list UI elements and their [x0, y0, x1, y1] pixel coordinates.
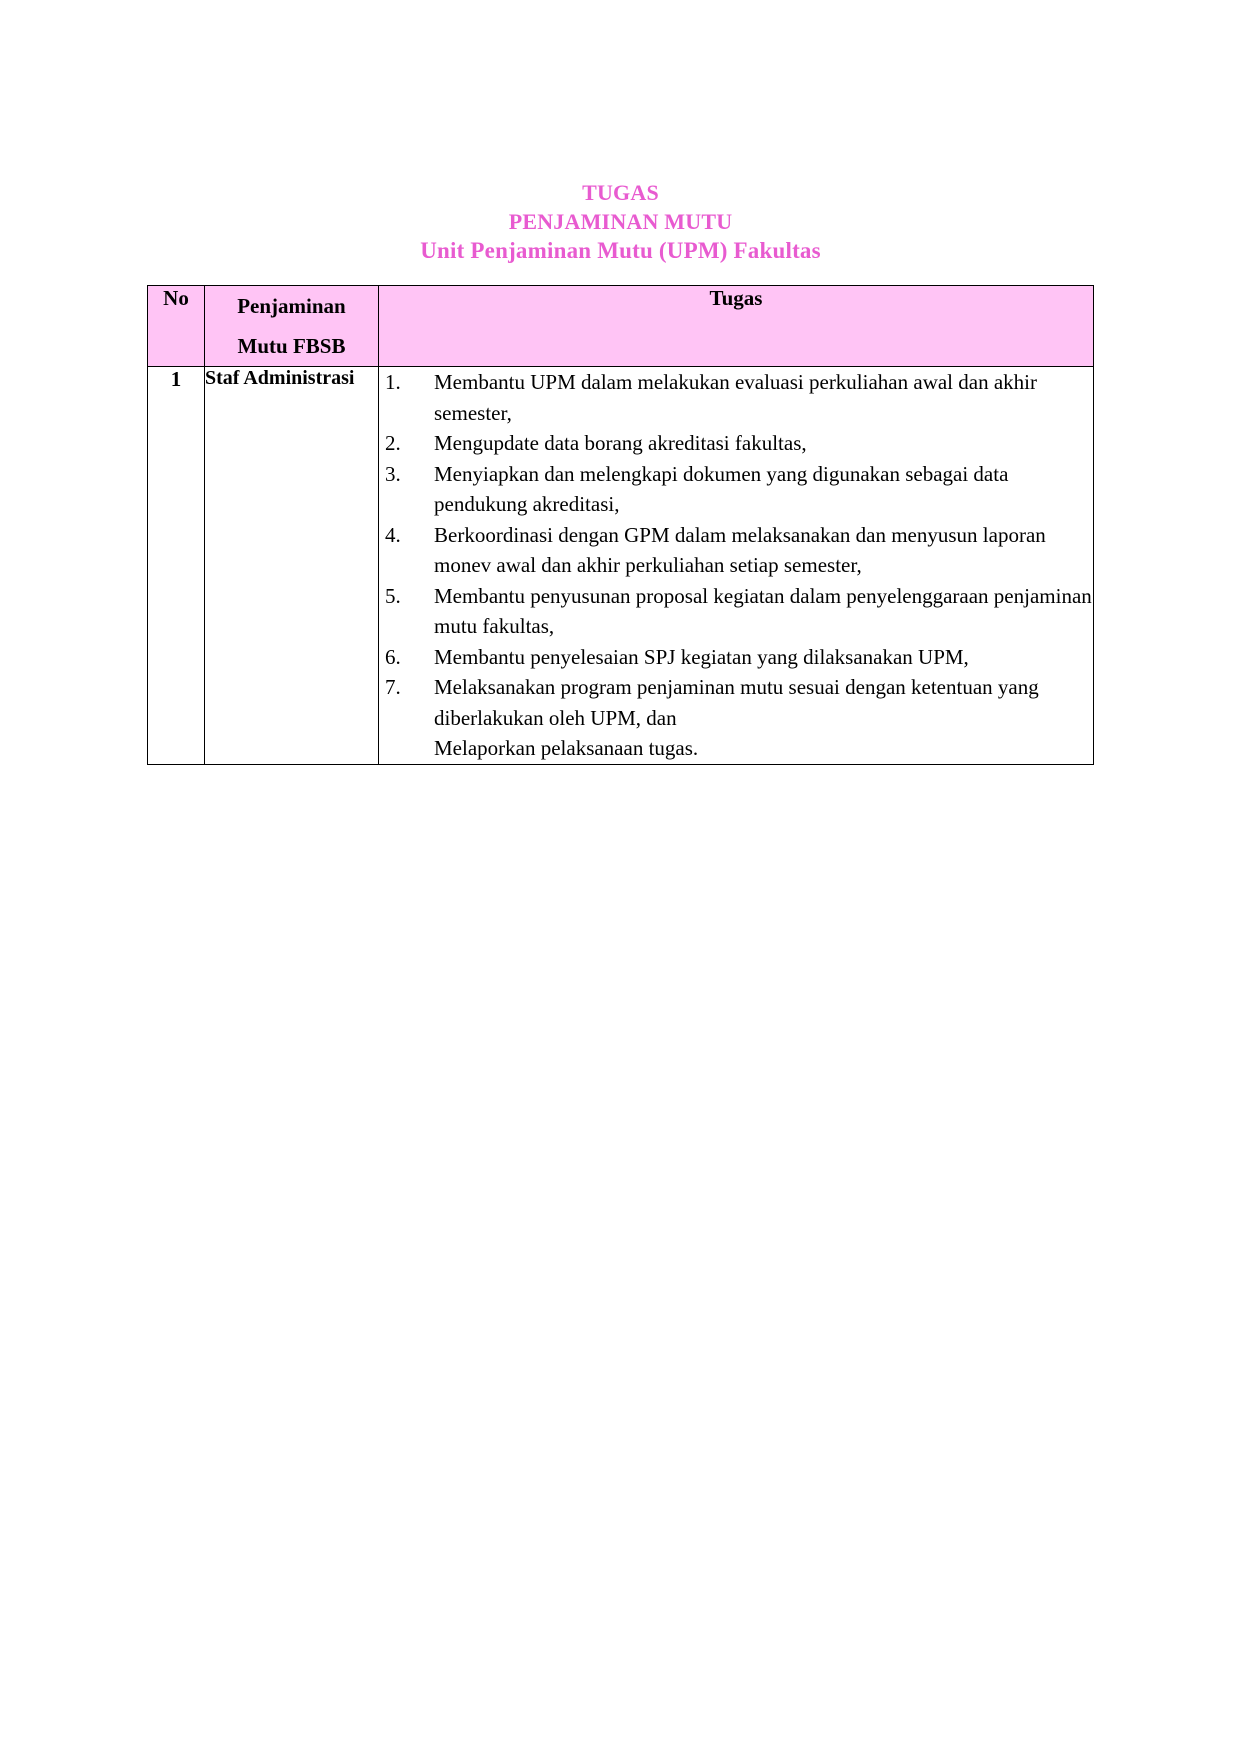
column-header-no: No	[148, 286, 205, 367]
list-item-number: 7.	[385, 675, 401, 699]
table-header-row	[148, 286, 1094, 367]
tugas-table	[147, 285, 1094, 765]
list-item-text: Membantu penyelesaian SPJ kegiatan yang dilaksanakan UPM,	[434, 644, 969, 669]
table-header	[148, 286, 1094, 367]
list-item	[379, 428, 1093, 459]
title-line-1: TUGAS	[582, 180, 659, 205]
table-row	[148, 367, 1094, 765]
list-item	[379, 367, 1093, 428]
column-header-tugas: Tugas	[379, 286, 1094, 367]
list-item-number: 1.	[385, 370, 401, 394]
list-item-text: Membantu penyusunan proposal kegiatan dalam penyelenggaraan penjaminan mutu fakultas,	[434, 583, 1092, 638]
document-title-block	[0, 178, 1241, 265]
list-item-number: 5.	[385, 583, 401, 608]
cell-no: 1	[148, 367, 205, 765]
list-item	[379, 642, 1093, 673]
list-item-text: Membantu UPM dalam melakukan evaluasi perkuliahan awal dan akhir semester,	[434, 370, 1037, 425]
table-body	[148, 367, 1094, 765]
list-item-number: 6.	[385, 644, 401, 669]
cell-tugas	[379, 367, 1094, 765]
list-item-number: 4.	[385, 522, 401, 547]
list-item-text: Mengupdate data borang akreditasi fakultas,	[434, 431, 807, 455]
column-header-unit-line1: Penjaminan	[237, 294, 346, 318]
list-item	[379, 459, 1093, 520]
list-item-text: Berkoordinasi dengan GPM dalam melaksanakan dan menyusun laporan monev awal dan akhir perkuliahan setiap semester,	[434, 522, 1046, 577]
cell-unit: Staf Administrasi	[205, 367, 379, 765]
list-item	[379, 672, 1093, 733]
title-line-3: Unit Penjaminan Mutu (UPM) Fakultas	[420, 238, 821, 263]
title-line-2: PENJAMINAN MUTU	[508, 209, 733, 234]
list-item-text: Melaksanakan program penjaminan mutu sesuai dengan ketentuan yang diberlakukan oleh UPM, dan	[434, 675, 1039, 730]
list-item-number: 2.	[385, 431, 401, 455]
column-header-unit-line2: Mutu FBSB	[237, 334, 346, 358]
task-trailing-text: Melaporkan pelaksanaan tugas.	[434, 736, 699, 760]
task-list	[379, 367, 1093, 733]
column-header-unit	[205, 286, 379, 367]
list-item	[379, 520, 1093, 581]
list-item-text: Menyiapkan dan melengkapi dokumen yang digunakan sebagai data pendukung akreditasi,	[434, 461, 1009, 516]
list-item	[379, 581, 1093, 642]
list-item-number: 3.	[385, 461, 401, 486]
